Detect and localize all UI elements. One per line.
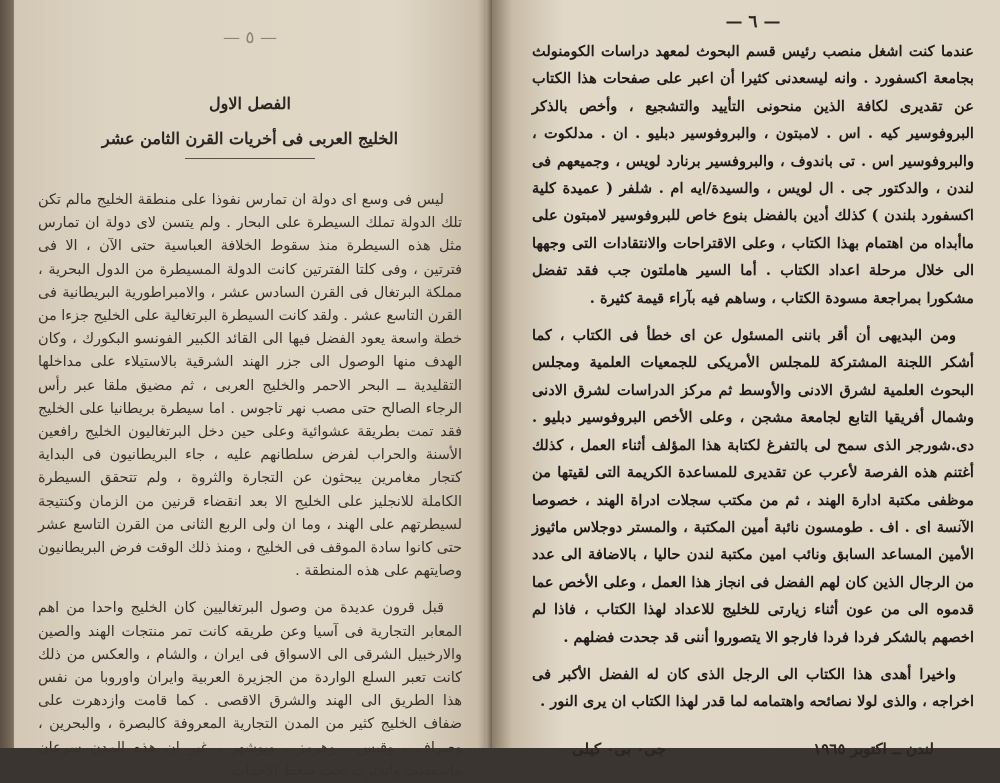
paragraph: واخيرا أهدى هذا الكتاب الى الرجل الذى كان له الفضل الأكبر فى اخراجه ، والذى لولا نصائحه واهتمامه لما قدر لهذا الكتاب ان يرى النور .	[532, 665, 974, 711]
chapter-title: الخليج العربى فى أخريات القرن الثامن عشر	[101, 129, 399, 148]
signature-line	[532, 740, 974, 758]
page-number: — ٥ —	[223, 28, 277, 48]
signature-author: جى٠ بى٠ كيلى	[572, 739, 667, 758]
paragraph: ومن البديهى أن أقر باننى المسئول عن اى خطأ فى الكتاب ، كما أشكر اللجنة المشتركة للمجلس الأمريكى للجمعيات العلمية ومجلس البحوث العلمية لشرق الادنى والأوسط ثم مركز الدراسات لشرق الادنى وشمال أفريقيا التابع لجامعة مشجن ، وعلى الأخص البروفوسير دبليو . دى.شورجر الذى سمح لى بالتفرغ لكتابة هذا المؤلف أثناء العمل ، كذلك أغتنم هذه الفرصة لأعرب عن تقديرى للمساعدة الكريمة التى لقيتها من موظفى مكتبة ادارة الهند ، ثم من مكتب سجلات ادراة الهند ، خصوصا الآنسة اى . اف . طومسون نائبة أمين المكتبة ، والمستر دوجلاس ماثيوز الأمين المساعد السابق ونائب امين مكتبة لندن حاليا ، بالاضافة الى عدد من الرجال الذين كان لهم الفضل فى انجاز هذا العمل ، وعلى الأخص عما قدموه الى من عون أثناء زيارتى للخليج للاعداد لهذا الكتاب ، فاذا لم اخصهم بالشكر فردا فردا فارجو الا يتصوروا أننى قد جحدت فضلهم .	[532, 327, 974, 646]
right-page-body	[532, 38, 974, 716]
paragraph: عندما كنت اشغل منصب رئيس قسم البحوث لمعهد دراسات الكومنولث بجامعة اكسفورد . وانه ليسعدنى كثيرا أن اعبر على صفحات هذا الكتاب عن تقديرى لكافة الذين منحونى التأييد والتشجيع ، وأخص بالذكر البروفوسير كيه . اس . لامبتون ، والبروفوسير دبليو . ان . مدلكوت ، والبروفوسير اس . تى باندوف ، والبروفسير برنارد لويس ، وجميعهم فى لندن ، والدكتور جى . ال لويس ، والسيدة/ايه ام . شلفر ( عميدة كلية اكسفورد بلندن ) كذلك أدين بالفضل بنوع خاص للبروفوسير لامبتون على ماأبداه من اهتمام بهذا الكتاب ، وعلى الاقتراحات والانتقادات التى وجهها الى خلال مرحلة اعداد الكتاب . أما السير هاملتون جب فقد تفضل مشكورا بمراجعة مسودة الكتاب ، وساهم فيه بآراء قيمة كثيرة .	[532, 43, 974, 307]
right-page	[492, 0, 1000, 758]
title-divider	[185, 158, 315, 159]
left-page	[14, 0, 492, 779]
paragraph: ليس فى وسع اى دولة ان تمارس نفوذا على منطقة الخليج مالم تكن تلك الدولة تملك السيطرة على البحار . ولم يتسن لاى دولة ان تمارس مثل هذه السيطرة منذ سقوط الخلافة العباسية حتى الآن ، الا فى فترتين ، وفى كلتا الفترتين كانت الدولة المسيطرة من الدول البحرية ، مملكة البرتغال فى القرن السادس عشر ، والامبراطورية البريطانية فى القرن التاسع عشر . ولقد كانت السيطرة البرتغالية على الخليج جزءا من خطة واسعة يعود الفضل فيها الى القائد الكبير الفونسو البكورك ، وكان الهدف منها الوصول الى جزر الهند الشرقية بالاستيلاء على مداخلها التقليدية ــ البحر الاحمر والخليج العربى ، ثم مضيق ملقا عبر رأس الرجاء الصالح حتى مصب نهر تاجوس . اما سيطرة بريطانيا على الخليج فقد تمت بطريقة عشوائية وعلى حين دخل البرتغاليون الخليج رافعين الأسنة والحراب لفرض سلطانهم عليه ، جاء البريطانيون فى البداية كتجار مغامرين يبحثون عن التجارة والثروة ، ولم تتحقق السيطرة الكاملة للانجليز على الخليج الا بعد انقضاء قرنين من الزمان وكنتيجة لسيطرتهم على الهند ، وما ان ولى الربع الثانى من القرن التاسع عشر حتى كانوا سادة الموقف فى الخليج ، ومنذ ذلك الوقت فرض البريطانيون وصايتهم على هذه المنطقة .	[38, 192, 462, 580]
left-page-body	[38, 189, 462, 783]
page-number: — ٦ —	[725, 12, 781, 32]
signature-place-date: لندن ــ اكتوبر ١٩٦٥	[813, 739, 934, 758]
paragraph: قبل قرون عديدة من وصول البرتغاليين كان الخليج واحدا من اهم المعابر التجارية فى آسيا وعن طريقه كانت تمر منتجات الهند والصين والارخبيل الشرقى الى الاسواق فى ايران ، والشام ، والعكس من ذلك كانت تعبر السلع الواردة من الجزيرة العربية وايران واوروبا من نفس هذا الطريق الى الهند والشرق الاقصى . كما قامت وازدهرت على ضفاف الخليج كثير من المدن التجارية المعروفة كالبصرة ، والبحرين ، وصراف ، وقيس ، وهرمز ، وبوشهر ، غير ان هذه المدن سرعان ماسقطت واندثرت تحت ضغط الاحداث	[38, 600, 462, 779]
chapter-label: الفصل الاول	[209, 94, 291, 113]
